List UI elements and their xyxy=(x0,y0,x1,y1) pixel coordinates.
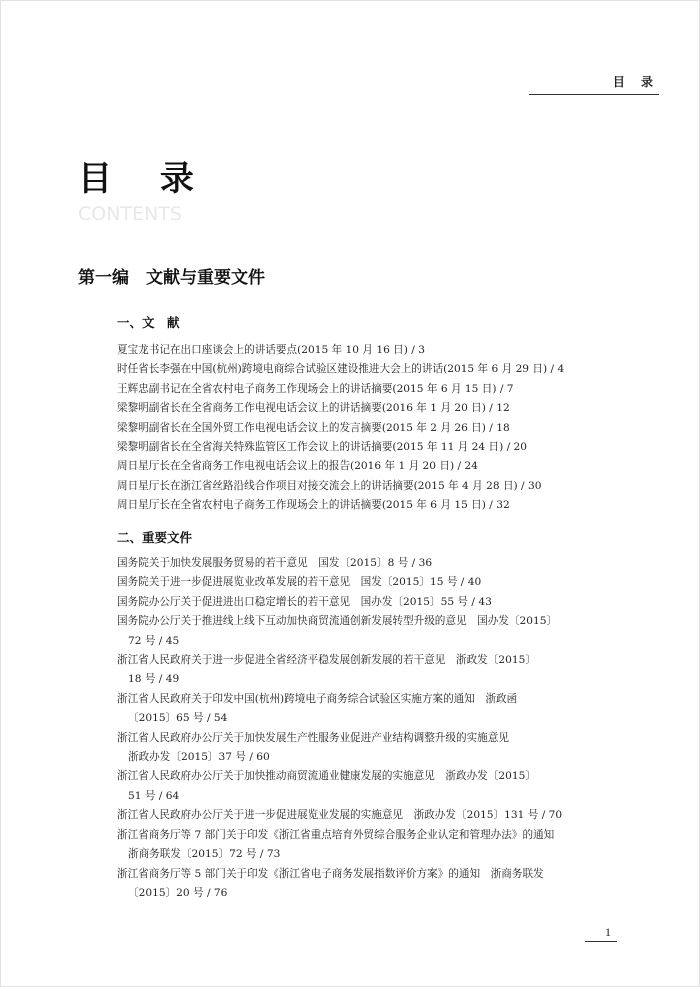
part-title: 第一编 文献与重要文件 xyxy=(78,268,265,288)
toc-entry-text: 王辉忠副书记在全省农村电子商务工作现场会上的讲话摘要(2015 年 6 月 15 日) / 7 xyxy=(117,382,514,395)
toc-entry xyxy=(117,457,621,476)
section-heading-documents: 二、重要文件 xyxy=(117,530,193,545)
toc-entry-text: 梁黎明副省长在全省海关特殊监管区工作会议上的讲话摘要(2015 年 11 月 24 日) / 20 xyxy=(117,441,528,454)
toc-entry-text: 周日星厅长在全省商务工作电视电话会议上的报告(2016 年 1 月 20 日) / 24 xyxy=(117,460,478,473)
toc-entry xyxy=(117,573,621,592)
toc-list-documents xyxy=(117,554,621,903)
toc-entry xyxy=(117,651,621,690)
toc-entry-text: 国务院关于加快发展服务贸易的若干意见 国发〔2015〕8 号 / 36 xyxy=(117,557,433,569)
toc-entry-continuation: 浙政办发〔2015〕37 号 / 60 xyxy=(128,751,270,764)
toc-entry-text: 国务院办公厅关于推进线上线下互动加快商贸流通创新发展转型升级的意见 国办发〔2015〕 xyxy=(117,615,558,628)
toc-entry-text: 浙江省人民政府办公厅关于进一步促进展览业发展的实施意见 浙政办发〔2015〕131 号 / 70 xyxy=(117,809,563,822)
toc-entry-text: 梁黎明副省长在全省商务工作电视电话会议上的讲话摘要(2016 年 1 月 20 日) / 12 xyxy=(117,402,510,415)
toc-entry-text: 浙江省商务厅等 7 部门关于印发《浙江省重点培育外贸综合服务企业认定和管理办法》的通知 xyxy=(117,828,555,841)
toc-entry xyxy=(117,341,621,360)
toc-entry-text: 浙江省商务厅等 5 部门关于印发《浙江省电子商务发展指数评价方案》的通知 浙商务联发 xyxy=(117,867,544,880)
section-heading-literature: 一、文 献 xyxy=(117,315,180,330)
toc-entry-text: 国务院关于进一步促进展览业改革发展的若干意见 国发〔2015〕15 号 / 40 xyxy=(117,576,482,589)
page-number-rule xyxy=(585,941,617,942)
toc-entry-continuation: 〔2015〕65 号 / 54 xyxy=(128,712,228,725)
toc-list-literature xyxy=(117,341,621,516)
toc-entry-text: 梁黎明副省长在全国外贸工作电视电话会议上的发言摘要(2015 年 2 月 26 日) / 18 xyxy=(117,421,510,434)
toc-entry-text: 国务院办公厅关于促进进出口稳定增长的若干意见 国办发〔2015〕55 号 / 43 xyxy=(117,595,492,608)
toc-entry-continuation: 18 号 / 49 xyxy=(128,673,180,686)
page-number: 1 xyxy=(605,925,611,939)
toc-entry xyxy=(117,554,621,573)
toc-entry xyxy=(117,690,621,729)
toc-entry xyxy=(117,438,621,457)
toc-entry-continuation: 〔2015〕20 号 / 76 xyxy=(128,886,228,899)
toc-entry xyxy=(117,865,621,904)
toc-entry xyxy=(117,612,621,651)
page-title-english: CONTENTS xyxy=(78,203,182,225)
toc-entry-text: 浙江省人民政府关于印发中国(杭州)跨境电子商务综合试验区实施方案的通知 浙政函 xyxy=(117,692,518,705)
toc-entry-text: 浙江省人民政府关于进一步促进全省经济平稳发展创新发展的若干意见 浙政发〔2015〕 xyxy=(117,654,536,667)
toc-entry-continuation: 51 号 / 64 xyxy=(128,789,180,802)
page-title: 目 录 xyxy=(78,159,212,199)
toc-entry-continuation: 浙商务联发〔2015〕72 号 / 73 xyxy=(128,848,281,861)
toc-entry xyxy=(117,593,621,612)
title-block xyxy=(78,159,212,225)
toc-entry xyxy=(117,399,621,418)
toc-entry-text: 周日星厅长在全省农村电子商务工作现场会上的讲话摘要(2015 年 6 月 15 日) / 32 xyxy=(117,499,510,512)
running-head: 目 录 xyxy=(529,73,659,95)
toc-entry-text: 周日星厅长在浙江省丝路沿线合作项目对接交流会上的讲话摘要(2015 年 4 月 28 日) / 30 xyxy=(117,479,542,492)
toc-entry xyxy=(117,806,621,825)
toc-entry xyxy=(117,767,621,806)
toc-entry-text: 夏宝龙书记在出口座谈会上的讲话要点(2015 年 10 月 16 日) / 3 xyxy=(117,344,425,356)
toc-entry xyxy=(117,380,621,399)
toc-entry xyxy=(117,496,621,515)
toc-entry-text: 时任省长李强在中国(杭州)跨境电商综合试验区建设推进大会上的讲话(2015 年 6 月 29 日) / 4 xyxy=(117,363,565,376)
toc-entry-continuation: 72 号 / 45 xyxy=(128,634,180,647)
toc-entry xyxy=(117,419,621,438)
toc-entry xyxy=(117,826,621,865)
toc-entry-text: 浙江省人民政府办公厅关于加快发展生产性服务业促进产业结构调整升级的实施意见 xyxy=(117,731,509,744)
toc-entry xyxy=(117,729,621,768)
toc-entry xyxy=(117,477,621,496)
toc-entry xyxy=(117,360,621,379)
toc-entry-text: 浙江省人民政府办公厅关于加快推动商贸流通业健康发展的实施意见 浙政办发〔2015〕 xyxy=(117,770,536,783)
